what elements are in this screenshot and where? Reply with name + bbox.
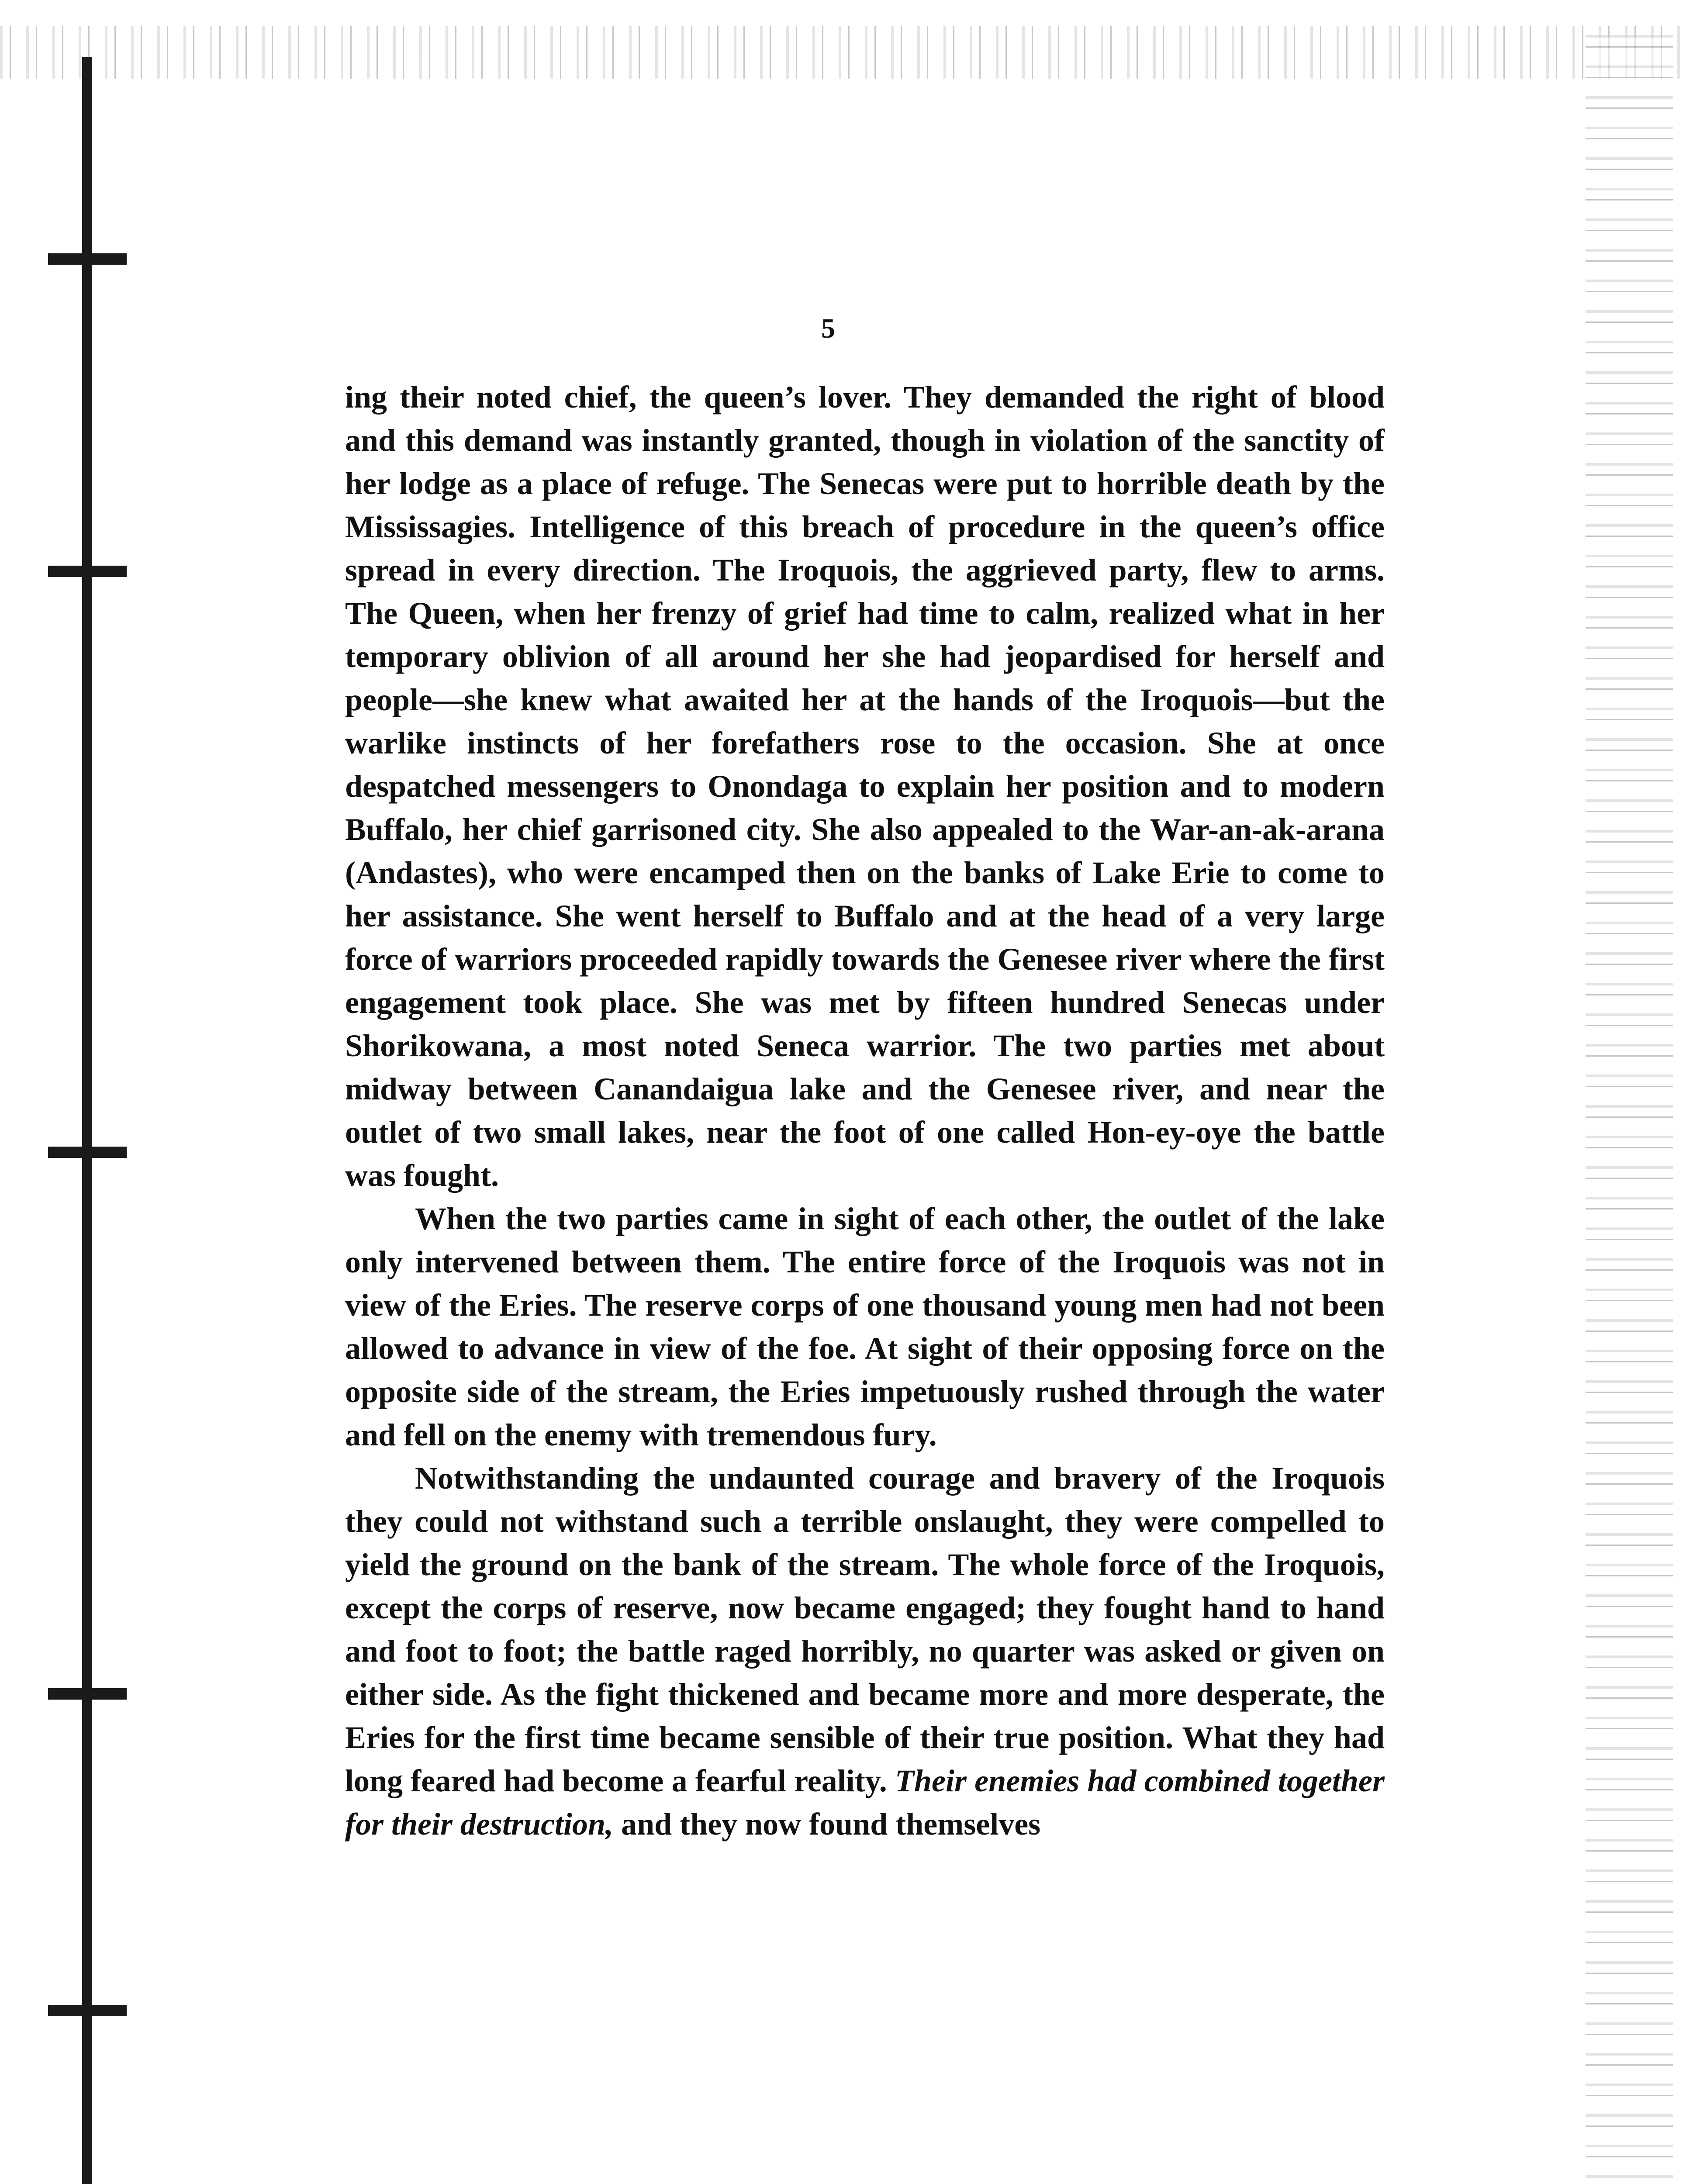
scan-right-edge bbox=[1586, 35, 1673, 2184]
binding-tick bbox=[48, 1688, 127, 1700]
page-number: 5 bbox=[821, 313, 835, 344]
paragraph: ing their noted chief, the queen’s lover. They demanded the right of blood and this demand was instantly granted, though in violation of the sanctity of her lodge as a place of refuge. The Senecas were put to horrible death by the Mississagies. Intelligence of this breach of procedure in the queen’s office spread in every direction. The Iroquois, the aggrieved party, flew to arms. The Queen, when her frenzy of grief had time to calm, realized what in her temporary oblivion of all around her she had jeopardised for herself and people—she knew what awaited her at the hands of the Iroquois—but the warlike instincts of her forefathers rose to the occasion. She at once despatched messengers to Onondaga to explain her position and to modern Buffalo, her chief garrisoned city. She also appealed to the War-an-ak-arana (Andastes), who were encamped then on the banks of Lake Erie to come to her assistance. She went herself to Buffalo and at the head of a very large force of warriors proceeded rapidly towards the Genesee river where the first engagement took place. She was met by fifteen hundred Senecas under Shorikowana, a most noted Seneca warrior. The two parties met about midway between Canandaigua lake and the Genesee river, and near the outlet of two small lakes, near the foot of one called Hon-ey-oye the battle was fought. bbox=[345, 380, 1385, 1193]
binding-tick bbox=[48, 253, 127, 265]
binding-tick bbox=[48, 2005, 127, 2016]
page-body bbox=[345, 376, 1385, 1846]
paragraph-text: Notwithstanding the undaunted courage and bravery of the Iroquois they could not withstand such a terrible onslaught, they were compelled to yield the ground on the bank of the stream. The whole force of the Iroquois, except the corps of reserve, now became engaged; they fought hand to hand and foot to foot; the battle raged horribly, no quarter was asked or given on either side. As the fight thickened and became more and more desperate, the Eries for the first time became sensible of their true position. What they had long feared had become a fearful reality. bbox=[345, 1461, 1385, 1798]
scan-top-edge bbox=[0, 26, 1686, 79]
binding-tick bbox=[48, 1147, 127, 1158]
paragraph bbox=[345, 1457, 1385, 1846]
paragraph: When the two parties came in sight of each other, the outlet of the lake only intervened between them. The entire force of the Iroquois was not in view of the Eries. The reserve corps of one thousand young men had not been allowed to advance in view of the foe. At sight of their opposing force on the opposite side of the stream, the Eries impetuously rushed through the water and fell on the enemy with tremendous fury. bbox=[345, 1201, 1385, 1452]
paragraph-text: and they now found themselves bbox=[613, 1807, 1041, 1842]
paragraph-italic-text: Their enemies had combined together for their destruction, bbox=[345, 1763, 1385, 1842]
binding-line bbox=[82, 57, 92, 2184]
binding-tick bbox=[48, 566, 127, 577]
